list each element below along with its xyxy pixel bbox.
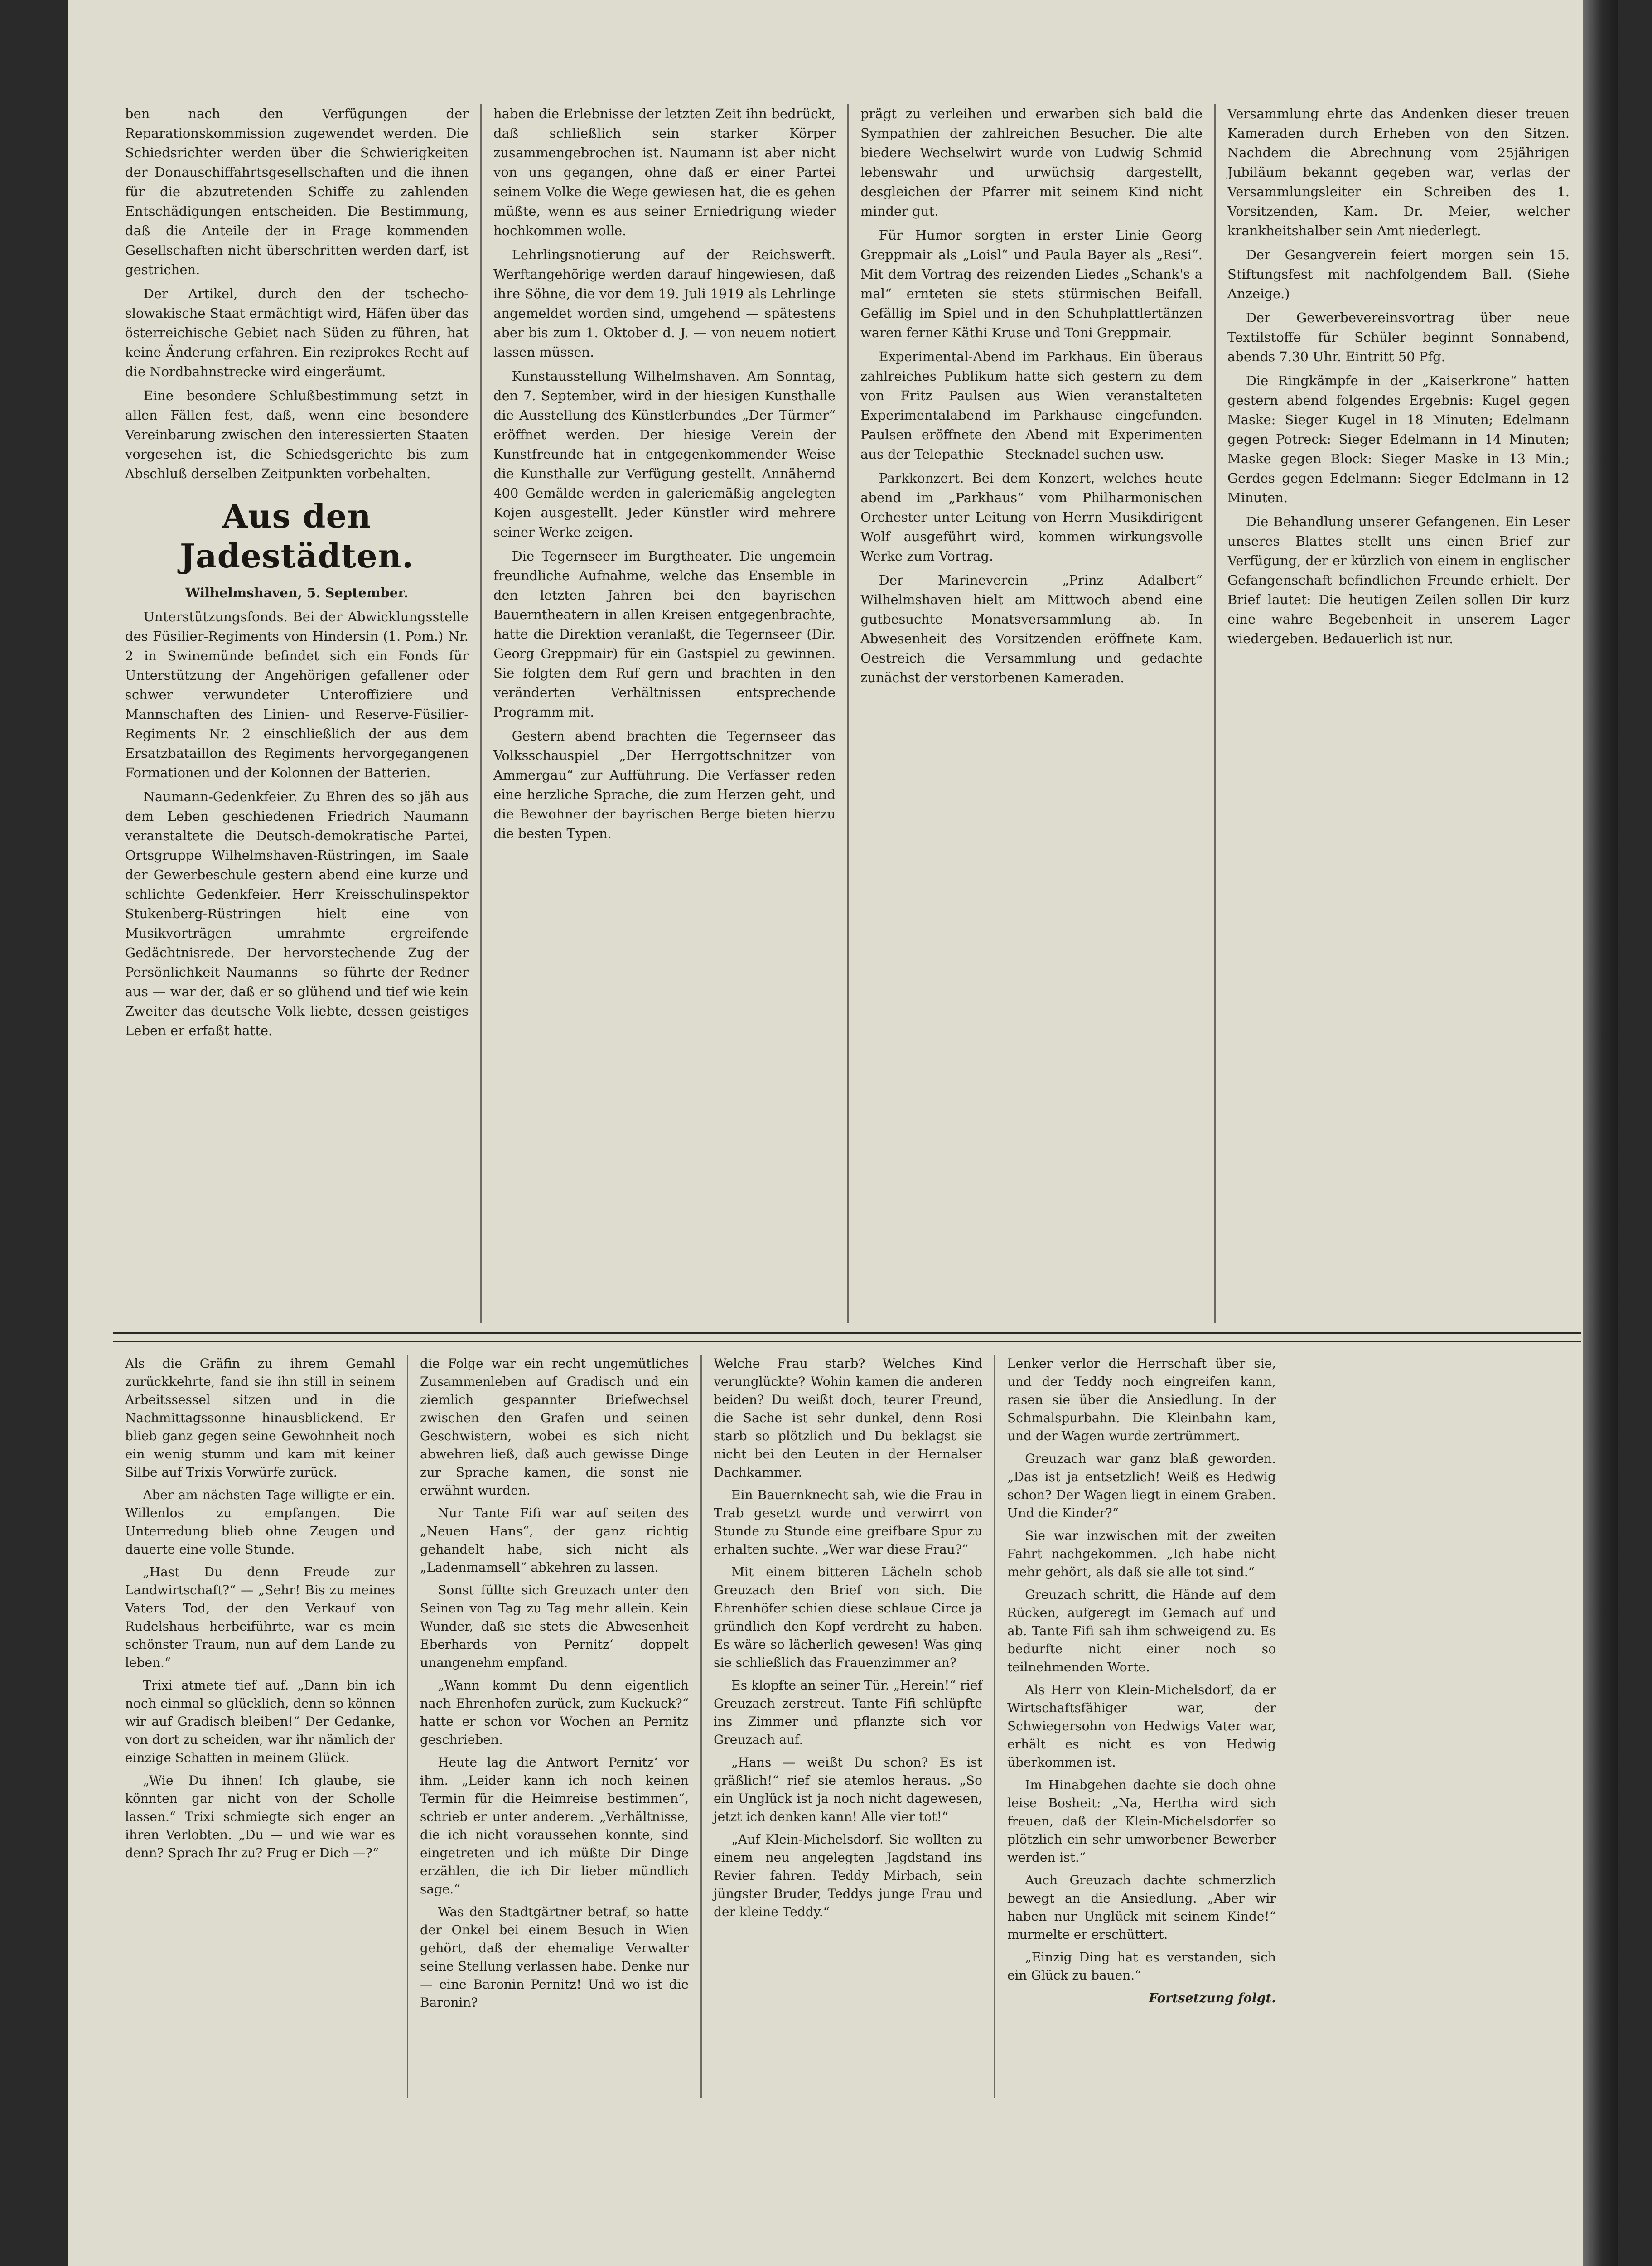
news-paragraph: Experimental-Abend im Parkhaus. Ein überaus zahlreiches Publikum hatte sich gestern zu dem von Fritz Paulsen aus Wien veranstalteten Experimentalabend im Parkhause eingefunden. Paulsen eröffnete den Abend mit Experimenten aus der Telepathie — Stecknadel suchen usw.	[860, 349, 1203, 462]
novel-paragraph: Greuzach schritt, die Hände auf dem Rücken, aufgeregt im Gemach auf und ab. Tante Fifi sah ihm schweigend zu. Es bedurfte nicht einer noch so teilnehmenden Worte.	[1007, 1587, 1276, 1675]
local-news-paragraph: Naumann-Gedenkfeier. Zu Ehren des so jäh aus dem Leben geschiedenen Friedrich Naumann veranstaltete die Deutsch-demokratische Partei, Ortsgruppe Wilhelmshaven-Rüstringen, im Saale der Gewerbeschule gestern abend eine kurze und schlichte Gedenkfeier. Herr Kreisschulinspektor Stukenberg-Rüstringen hielt eine von Musikvorträgen umrahmte ergreifende Gedächtnisrede. Der hervorstechende Zug der Persönlichkeit Naumanns — so führte der Redner aus — war der, daß er so glühend und tief wie kein Zweiter das deutsche Volk liebte, dessen geistiges Leben er erfaßt hatte.	[125, 789, 469, 1038]
news-paragraph: prägt zu verleihen und erwarben sich bald die Sympathien der zahlreichen Besucher. Die alte biedere Wechselwirt wurde von Ludwig Schmid lebenswahr und urwüchsig dargestellt, desgleichen der Pfarrer mit seinem Kind nicht minder gut.	[860, 106, 1203, 219]
novel-paragraph: „Auf Klein-Michelsdorf. Sie wollten zu einem neu angelegten Jagdstand ins Revier fahren. Teddy Mirbach, sein jüngster Bruder, Teddys junge Frau und der kleine Teddy.“	[714, 1832, 982, 1919]
scan-edge	[1583, 0, 1618, 2266]
novel-paragraph: Sie war inzwischen mit der zweiten Fahrt nachgekommen. „Ich habe nicht mehr gehört, als daß sie alle tot sind.“	[1007, 1528, 1276, 1579]
novel-paragraph: Aber am nächsten Tage willigte er ein. Willenlos zu empfangen. Die Unterredung blieb ohne Zeugen und dauerte eine volle Stunde.	[125, 1487, 395, 1557]
novel-paragraph: Welche Frau starb? Welches Kind verunglückte? Wohin kamen die anderen beiden? Du weißt doch, teurer Freund, die Sache ist sehr dunkel, denn Rosi starb so plötzlich und Du beklagst sie nicht bei den Leuten in der Hernalser Dachkammer.	[714, 1356, 982, 1480]
novel-paragraph: „Wann kommt Du denn eigentlich nach Ehrenhofen zurück, zum Kuckuck?“ hatte er schon vor Wochen an Pernitz geschrieben.	[420, 1678, 689, 1747]
news-paragraph: Parkkonzert. Bei dem Konzert, welches heute abend im „Parkhaus“ vom Philharmonischen Orchester unter Leitung von Herrn Musikdirigent Wolf ausgeführt wird, kommen wirkungsvolle Werke zum Vortrag.	[860, 470, 1203, 564]
local-news-paragraph: Unterstützungsfonds. Bei der Abwicklungsstelle des Füsilier-Regiments von Hindersin (1. Pom.) Nr. 2 in Swinemünde befindet sich ein Fonds für Unterstützung der Angehörigen gefallener oder schwer verwundeter Unteroffiziere und Mannschaften des Linien- und Reserve-Füsilier-Regiments Nr. 2 einschließlich der aus dem Ersatzbataillon des Regiments hervorgegangenen Formationen und der Kolonnen der Batterien.	[125, 609, 469, 780]
news-section	[113, 104, 1581, 1323]
novel-column-3	[700, 1355, 994, 2098]
novel-paragraph: Es klopfte an seiner Tür. „Herein!“ rief Greuzach zerstreut. Tante Fifi schlüpfte ins Zimmer und pflanzte sich vor Greuzach auf.	[714, 1678, 982, 1747]
novel-paragraph: Im Hinabgehen dachte sie doch ohne leise Bosheit: „Na, Hertha wird sich freuen, daß der Klein-Michelsdorfer so plötzlich ein sehr umworbener Bewerber werden ist.“	[1007, 1777, 1276, 1865]
novel-column-1	[113, 1355, 407, 2098]
news-paragraph: Versammlung ehrte das Andenken dieser treuen Kameraden durch Erheben von den Sitzen. Nachdem die Abrechnung vom 25jährigen Jubiläum bekannt gegeben war, verlas der Versammlungsleiter ein Schreiben des 1. Vorsitzenden, Kam. Dr. Meier, welcher krankheitshalber sein Amt niederlegt.	[1227, 106, 1570, 238]
novel-paragraph: Lenker verlor die Herrschaft über sie, und der Teddy noch eingreifen kann, rasen sie über die Ansiedlung. In der Schmalspurbahn. Die Kleinbahn kam, und der Wagen wurde zertrümmert.	[1007, 1356, 1276, 1443]
novel-paragraph: „Wie Du ihnen! Ich glaube, sie könnten gar nicht von der Scholle lassen.“ Trixi schmiegte sich enger an ihren Verlobten. „Du — und wie war es denn? Sprach Ihr zu? Frug er Dich —?“	[125, 1773, 395, 1860]
news-paragraph: Die Tegernseer im Burgtheater. Die ungemein freundliche Aufnahme, welche das Ensemble in den letzten Jahren bei den bayrischen Bauerntheatern in allen Kreisen entgegenbrachte, hatte die Direktion veranlaßt, die Tegernseer (Dir. Georg Greppmair) für ein Gastspiel zu gewinnen. Sie folgten dem Ruf gern und brachten in den veränderten Verhältnissen entsprechende Programm mit.	[493, 548, 836, 720]
news-column-1	[113, 104, 480, 1323]
novel-column-4	[994, 1355, 1288, 2098]
novel-paragraph: die Folge war ein recht ungemütliches Zusammenleben auf Gradisch und ein ziemlich gespannter Briefwechsel zwischen den Grafen und seinen Geschwistern, wobei es sich nicht abwehren ließ, daß auch gewisse Dinge zur Sprache kamen, die sonst nie erwähnt wurden.	[420, 1356, 689, 1498]
novel-paragraph: Auch Greuzach dachte schmerzlich bewegt an die Ansiedlung. „Aber wir haben nur Unglück mit seinem Kinde!“ murmelte er erschüttert.	[1007, 1873, 1276, 1942]
news-paragraph: Die Ringkämpfe in der „Kaiserkrone“ hatten gestern abend folgendes Ergebnis: Kugel gegen Maske: Sieger Kugel in 18 Minuten; Edelmann gegen Potreck: Sieger Edelmann in 14 Minuten; Maske gegen Block: Sieger Maske in 13 Min.; Gerdes gegen Edelmann: Sieger Edelmann in 12 Minuten.	[1227, 373, 1570, 505]
news-column-2	[480, 104, 847, 1323]
news-paragraph: ben nach den Verfügungen der Reparationskommission zugewendet werden. Die Schiedsrichter werden über die Schwierigkeiten der Donauschiffahrtsgesellschaften und die ihnen für die abzutretenden Schiffe zu zahlenden Entschädigungen entscheiden. Die Bestimmung, daß die Anteile der in Frage kommenden Gesellschaften nicht überschritten werden darf, ist gestrichen.	[125, 106, 469, 277]
novel-paragraph: „Einzig Ding hat es verstanden, sich ein Glück zu bauen.“	[1007, 1950, 1276, 1983]
news-paragraph: Lehrlingsnotierung auf der Reichswerft. Werftangehörige werden darauf hingewiesen, daß ihre Söhne, die vor dem 19. Juli 1919 als Lehrlinge angemeldet worden sind, umgehend — spätestens aber bis zum 1. Oktober d. J. — von neuem notiert lassen müssen.	[493, 247, 836, 360]
section-heading: Aus den Jadestädten.	[179, 497, 414, 575]
news-paragraph: Der Marineverein „Prinz Adalbert“ Wilhelmshaven hielt am Mittwoch abend eine gutbesuchte Monatsversammlung ab. In Abwesenheit des Vorsitzenden eröffnete Kam. Oestreich die Versammlung und gedachte zunächst der verstorbenen Kameraden.	[860, 572, 1203, 685]
news-column-4	[1214, 104, 1581, 1323]
news-paragraph: Für Humor sorgten in erster Linie Georg Greppmair als „Loisl“ und Paula Bayer als „Resi“. Mit dem Vortrag des reizenden Liedes „Schank's a mal“ ernteten sie stets stürmischen Beifall. Gefällig im Spiel und in den Schuhplattlertänzen waren ferner Käthi Kruse und Toni Greppmair.	[860, 228, 1203, 340]
novel-paragraph: Trixi atmete tief auf. „Dann bin ich noch einmal so glücklich, denn so können wir auf Gradisch bleiben!“ Der Gedanke, von dort zu scheiden, war ihr nämlich der einzige Schatten in meinem Glück.	[125, 1678, 395, 1765]
novel-column-2	[407, 1355, 700, 2098]
news-paragraph: haben die Erlebnisse der letzten Zeit ihn bedrückt, daß schließlich sein starker Körper zusammengebrochen ist. Naumann ist aber nicht von uns gegangen, ohne daß er einer Partei seinem Volke die Wege gewiesen hat, die es gehen müßte, wenn es aus seiner Erniedrigung wieder hochkommen wolle.	[493, 106, 836, 238]
continuation-note: Fortsetzung folgt.	[1149, 1990, 1276, 2005]
novel-paragraph: Sonst füllte sich Greuzach unter den Seinen von Tag zu Tag mehr allein. Kein Wunder, daß sie stets die Abwesenheit Eberhards von Pernitz‘ doppelt unangenehm empfand.	[420, 1583, 689, 1670]
news-paragraph: Die Behandlung unserer Gefangenen. Ein Leser unseres Blattes stellt uns einen Brief zur Verfügung, der er kürzlich von einem in englischer Gefangenschaft befindlichen Freunde erhielt. Der Brief lautet: Die heutigen Zeilen sollen Dir kurz eine wahre Begebenheit in unserem Lager wiedergeben. Bedauerlich ist nur.	[1227, 514, 1570, 646]
news-column-3	[847, 104, 1214, 1323]
page-content	[113, 104, 1581, 2098]
novel-paragraph: Als Herr von Klein-Michelsdorf, da er Wirtschaftsfähiger war, der Schwiegersohn von Hedwigs Vater war, erhält es nicht es von Hedwig überkommen ist.	[1007, 1682, 1276, 1770]
novel-paragraph: „Hans — weißt Du schon? Es ist gräßlich!“ rief sie atemlos heraus. „So ein Unglück ist ja noch nicht dagewesen, jetzt ich denken kann! Alle vier tot!“	[714, 1755, 982, 1824]
novel-paragraph: Als die Gräfin zu ihrem Gemahl zurückkehrte, fand sie ihn still in seinem Arbeitssessel sitzen und in die Nachmittagssonne hinausblickend. Er blieb ganz gegen seine Gewohnheit noch ein wenig stumm und kam mit keiner Silbe auf Trixis Vorwürfe zurück.	[125, 1356, 395, 1480]
novel-paragraph: Mit einem bitteren Lächeln schob Greuzach den Brief von sich. Die Ehrenhöfer schien diese schlaue Circe ja gründlich den Kopf verdreht zu haben. Es wäre so lächerlich gewesen! Was ging sie schließlich das Frauenzimmer an?	[714, 1564, 982, 1670]
novel-paragraph: „Hast Du denn Freude zur Landwirtschaft?“ — „Sehr! Bis zu meines Vaters Tod, der den Verkauf von Rudelshaus herbeiführte, war es mein schönster Traum, nun auf dem Lande zu leben.“	[125, 1564, 395, 1670]
news-paragraph: Gestern abend brachten die Tegernseer das Volksschauspiel „Der Herrgottschnitzer von Ammergau“ zur Aufführung. Die Verfasser reden eine herzliche Sprache, die zum Herzen geht, und die Bewohner der bayrischen Berge bieten hierzu die besten Typen.	[493, 728, 836, 841]
novel-paragraph: Ein Bauernknecht sah, wie die Frau in Trab gesetzt wurde und verwirrt von Stunde zu Stunde eine greifbare Spur zu erhalten suchte. „Wer war diese Frau?“	[714, 1487, 982, 1557]
newspaper-sheet	[68, 0, 1618, 2266]
novel-paragraph: Was den Stadtgärtner betraf, so hatte der Onkel bei einem Besuch in Wien gehört, daß der ehemalige Verwalter seine Stellung verlassen habe. Denke nur — eine Baronin Pernitz! Und wo ist die Baronin?	[420, 1904, 689, 2010]
feuilleton-section	[113, 1355, 1581, 2098]
novel-paragraph: Nur Tante Fifi war auf seiten des „Neuen Hans“, der ganz richtig gehandelt habe, sich nicht als „Ladenmamsell“ abkehren zu lassen.	[420, 1506, 689, 1575]
news-paragraph: Kunstausstellung Wilhelmshaven. Am Sonntag, den 7. September, wird in der hiesigen Kunsthalle die Ausstellung des Künstlerbundes „Der Türmer“ eröffnet werden. Der hiesige Verein der Kunstfreunde hat in entgegenkommender Weise die Kunsthalle zur Verfügung gestellt. Annähernd 400 Gemälde werden in galeriemäßig angelegten Kojen ausgestellt. Jeder Künstler wird mehrere seiner Werke zeigen.	[493, 368, 836, 540]
dateline: Wilhelmshaven, 5. September.	[185, 585, 409, 600]
news-paragraph: Der Artikel, durch den der tschecho-slowakische Staat ermächtigt wird, Häfen über das österreichische Gebiet nach Süden zu führen, hat keine Änderung erfahren. Ein reziprokes Recht auf die Nordbahnstrecke wird eingeräumt.	[125, 286, 469, 379]
news-paragraph: Der Gesangverein feiert morgen sein 15. Stiftungsfest mit nachfolgendem Ball. (Siehe Anzeige.)	[1227, 247, 1570, 301]
novel-paragraph: Greuzach war ganz blaß geworden. „Das ist ja entsetzlich! Weiß es Hedwig schon? Der Wagen liegt in einem Graben. Und die Kinder?“	[1007, 1451, 1276, 1520]
news-paragraph: Der Gewerbevereinsvortrag über neue Textilstoffe für Schüler beginnt Sonnabend, abends 7.30 Uhr. Eintritt 50 Pfg.	[1227, 310, 1570, 364]
novel-paragraph: Heute lag die Antwort Pernitz‘ vor ihm. „Leider kann ich noch keinen Termin für die Heimreise bestimmen“, schrieb er unter anderem. „Verhältnisse, die ich nicht voraussehen konnte, sind eingetreten und ich müßte Dir Dinge erzählen, die ich Dir lieber mündlich sage.“	[420, 1755, 689, 1897]
news-paragraph: Eine besondere Schlußbestimmung setzt in allen Fällen fest, daß, wenn eine besondere Vereinbarung zwischen den interessierten Staaten vorgesehen ist, die Schiedsgerichte bis zum Abschluß derselben Zeitpunkten vorbehalten.	[125, 388, 469, 481]
feuilleton-separator	[113, 1332, 1581, 1342]
